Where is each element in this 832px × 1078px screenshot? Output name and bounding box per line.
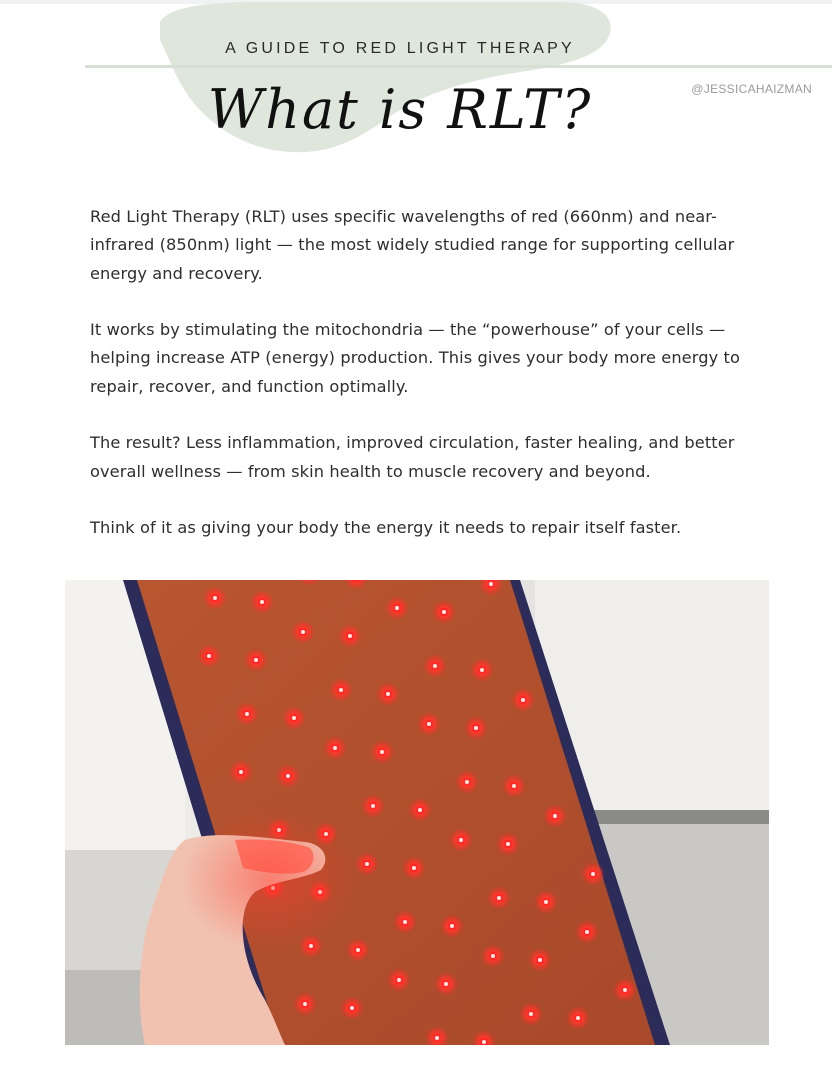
led-core [239, 770, 243, 774]
led-core [623, 988, 627, 992]
led-core [489, 582, 493, 586]
led-core [512, 784, 516, 788]
eyebrow-heading: A GUIDE TO RED LIGHT THERAPY [225, 40, 575, 57]
led-core [348, 634, 352, 638]
title-text: What is RLT? [207, 78, 593, 141]
led-core [521, 698, 525, 702]
led-core [418, 808, 422, 812]
led-core [397, 978, 401, 982]
led-core [380, 750, 384, 754]
led-core [529, 1012, 533, 1016]
led-core [301, 630, 305, 634]
led-core [591, 872, 595, 876]
led-diode [352, 580, 360, 582]
led-core [260, 600, 264, 604]
led-core [506, 842, 510, 846]
header-rule [85, 65, 832, 68]
led-core [309, 944, 313, 948]
led-core [585, 930, 589, 934]
led-core [333, 746, 337, 750]
led-core [412, 866, 416, 870]
led-core [350, 1006, 354, 1010]
led-core [435, 1036, 439, 1040]
led-core [303, 1002, 307, 1006]
led-core [395, 606, 399, 610]
paragraph-2: It works by stimulating the mitochondria — the “powerhouse” of your cells — helping increase ATP (energy) production. This gives your body more energy to repair, recover, and function optimally. [90, 320, 740, 396]
led-core [339, 688, 343, 692]
therapy-panel-photo [65, 580, 769, 1045]
led-core [386, 692, 390, 696]
led-core [491, 954, 495, 958]
led-core [245, 712, 249, 716]
title-script [150, 70, 650, 150]
led-core [427, 722, 431, 726]
photo-illustration [65, 580, 769, 1045]
paragraph-1: Red Light Therapy (RLT) uses specific wavelengths of red (660nm) and near-infrared (850nm) light — the most widely studied range for supporting cellular energy and recovery. [90, 207, 735, 283]
led-core [442, 610, 446, 614]
led-core [474, 726, 478, 730]
led-core [459, 838, 463, 842]
led-core [465, 780, 469, 784]
paragraph-3: The result? Less inflammation, improved circulation, faster healing, and better overall wellness — from skin health to muscle recovery and beyond. [90, 433, 735, 481]
led-core [213, 596, 217, 600]
led-core [433, 664, 437, 668]
led-core [538, 958, 542, 962]
led-core [544, 900, 548, 904]
led-core [254, 658, 258, 662]
body-text [90, 203, 750, 571]
led-core [371, 804, 375, 808]
led-core [480, 668, 484, 672]
led-core [207, 654, 211, 658]
led-core [403, 920, 407, 924]
social-handle: @JESSICAHAIZMAN [691, 82, 812, 96]
led-core [356, 948, 360, 952]
led-core [450, 924, 454, 928]
page-title [150, 70, 650, 150]
led-core [553, 814, 557, 818]
led-core [444, 982, 448, 986]
led-core [497, 896, 501, 900]
led-core [576, 1016, 580, 1020]
led-core [286, 774, 290, 778]
paragraph-4: Think of it as giving your body the energy it needs to repair itself faster. [90, 518, 682, 538]
led-core [292, 716, 296, 720]
led-core [365, 862, 369, 866]
led-core [482, 1040, 486, 1044]
